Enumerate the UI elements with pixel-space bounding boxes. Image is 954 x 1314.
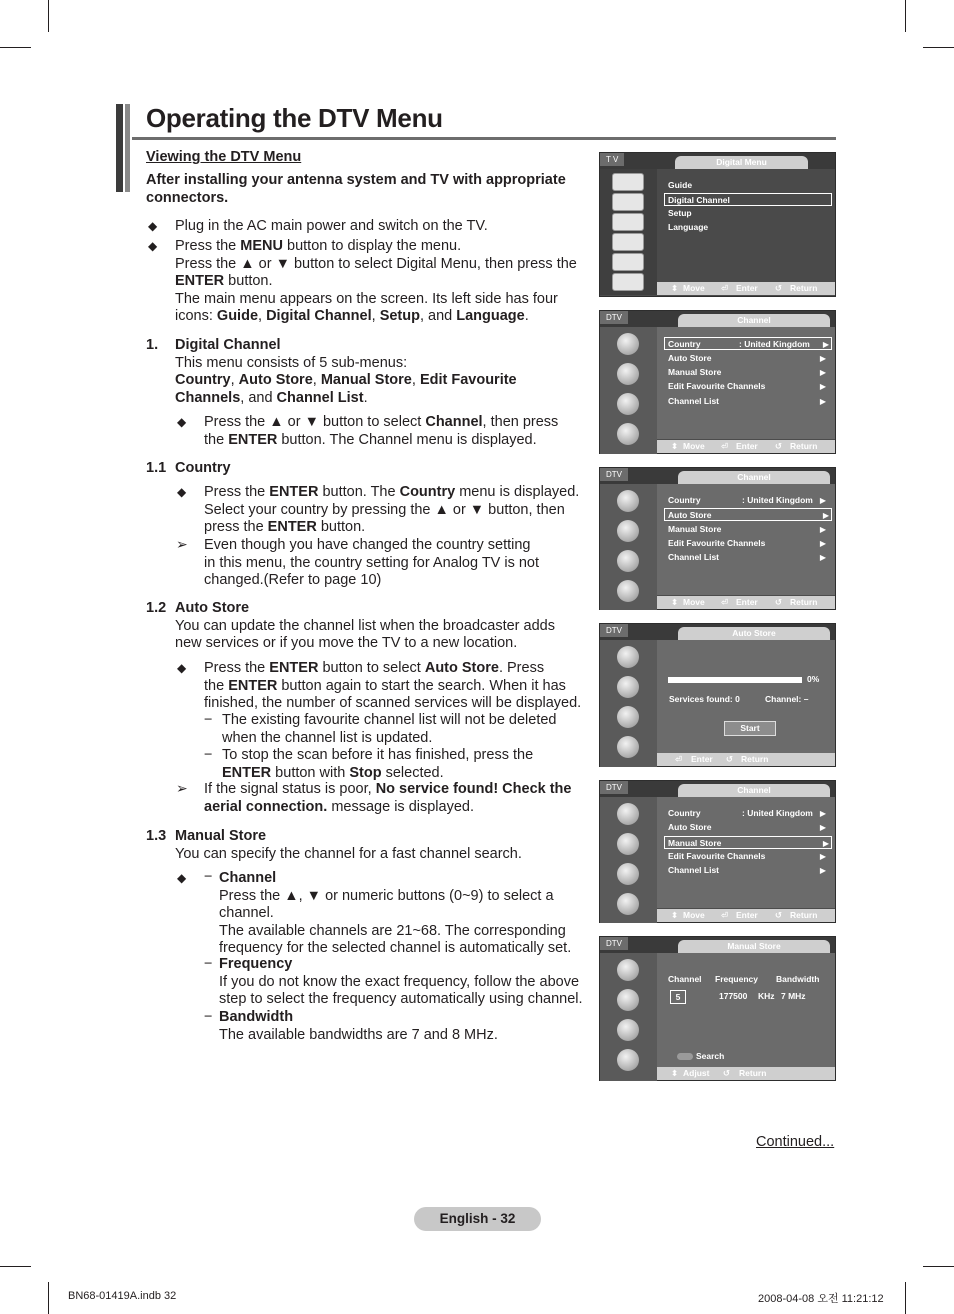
return-icon: ↺	[775, 597, 783, 607]
menu-item-auto-store[interactable]: Auto Store ▶	[668, 822, 826, 832]
nav-footer	[657, 596, 835, 609]
menu-item-country[interactable]: Country : United Kingdom ▶	[668, 495, 826, 505]
source-label: DTV	[600, 937, 628, 950]
progress-percent: 0%	[807, 674, 820, 684]
enter-label: Enter	[736, 597, 758, 607]
move-label: Move	[683, 441, 705, 451]
note-text: If the signal status is poor, No service found! Check the aerial connection. message is displayed.	[204, 781, 572, 815]
footer-timestamp: 2008-04-08 오전 11:21:12	[758, 1293, 884, 1305]
search-label: Search	[696, 1051, 725, 1061]
title-rule	[132, 137, 836, 140]
sound-icon	[617, 989, 639, 1011]
page-number-badge: English - 32	[414, 1207, 541, 1231]
menu-item-digital-channel[interactable]: Digital Channel	[664, 193, 832, 206]
setup-icon	[617, 1019, 639, 1041]
services-found: Services found: 0	[669, 694, 740, 704]
enter-icon: ⏎	[721, 597, 729, 607]
digital-channel-section: Digital Channel This menu consists of 5 sub-menus: Country, Auto Store, Manual Store, Edit Favourite Channels, and Channel List.	[175, 337, 517, 406]
crop-mark	[923, 1266, 954, 1267]
menu-item-manual-store[interactable]: Manual Store ▶	[668, 367, 826, 377]
nav-footer	[657, 909, 835, 922]
menu-item-manual-store[interactable]: Manual Store ▶	[668, 524, 826, 534]
move-icon: ⬍	[671, 283, 679, 293]
return-label: Return	[790, 441, 818, 451]
bullet-text: Press the ENTER button to select Auto Store. Press the ENTER button again to start the search. When it has finished, the number of scanned services will be displayed.	[204, 660, 582, 711]
menu-item-language[interactable]: Language	[668, 222, 709, 232]
return-label: Return	[790, 910, 818, 920]
source-label: T V	[600, 153, 624, 166]
return-icon: ↺	[775, 283, 783, 293]
adjust-icon: ⬍	[671, 1068, 679, 1078]
nav-footer	[657, 282, 835, 295]
setup-icon	[617, 550, 639, 572]
auto-store-section: Auto Store You can update the channel list when the broadcaster adds new services or if you move the TV to a new location.	[175, 600, 555, 651]
bullet-text: Plug in the AC main power and switch on the TV.	[175, 218, 488, 234]
dash: −	[204, 869, 213, 885]
bandwidth-item: Bandwidth The available bandwidths are 7 and 8 MHz.	[219, 1009, 498, 1043]
channel-icon	[617, 580, 639, 602]
bullet-diamond: ◆	[177, 485, 187, 499]
dash: −	[204, 712, 213, 728]
nav-footer	[657, 440, 835, 453]
tv-screen-manual-store	[599, 936, 836, 1081]
start-button[interactable]: Start	[724, 721, 776, 736]
tv-screen-channel-country	[599, 310, 836, 454]
frequency-item: Frequency If you do not know the exact frequency, follow the above step to select the frequency automatically using channel.	[219, 956, 583, 1007]
enter-icon: ⏎	[721, 441, 729, 451]
crop-mark	[48, 0, 49, 32]
footer-file-info: BN68-01419A.indb 32	[68, 1290, 177, 1302]
source-label: DTV	[600, 468, 628, 481]
menu-item-country[interactable]: Country : United Kingdom ▶	[664, 337, 832, 350]
menu-item-channel-list[interactable]: Channel List ▶	[668, 552, 826, 562]
manual-store-section: Manual Store You can specify the channel for a fast channel search.	[175, 828, 522, 862]
picture-icon	[617, 646, 639, 668]
bullet-diamond: ◆	[177, 871, 187, 885]
menu-tab: Digital Menu	[675, 156, 808, 169]
input-icon	[612, 253, 644, 271]
crop-mark	[923, 47, 954, 48]
enter-label: Enter	[736, 910, 758, 920]
section-number: 1.2	[146, 600, 167, 616]
return-icon: ↺	[726, 754, 734, 764]
note-text: Even though you have changed the country setting in this menu, the country setting for Analog TV is not changed.(Refer to page 10)	[204, 537, 540, 588]
bullet-diamond: ◆	[177, 661, 187, 675]
setup-icon	[617, 393, 639, 415]
channel-icon	[617, 423, 639, 445]
country-heading: Country	[175, 460, 231, 476]
move-icon: ⬍	[671, 910, 679, 920]
menu-item-setup[interactable]: Setup	[668, 208, 692, 218]
menu-item-edit-favourite[interactable]: Edit Favourite Channels ▶	[668, 381, 826, 391]
enter-label: Enter	[736, 283, 758, 293]
channel-icon	[617, 893, 639, 915]
continued-link: Continued...	[756, 1134, 835, 1150]
enter-icon: ⏎	[721, 283, 729, 293]
source-label: DTV	[600, 311, 628, 324]
frequency-value: 177500	[719, 991, 748, 1001]
channel-item: Channel Press the ▲, ▼ or numeric buttons (0~9) to select a channel. The available channels are 21~68. The corresponding frequency for the selected channel is automatically set.	[219, 870, 572, 956]
return-icon: ↺	[775, 441, 783, 451]
menu-item-channel-list[interactable]: Channel List ▶	[668, 865, 826, 875]
menu-item-country[interactable]: Country : United Kingdom ▶	[668, 808, 826, 818]
menu-tab: Channel	[678, 784, 830, 797]
column-channel: Channel	[668, 974, 702, 984]
dash: −	[204, 956, 213, 972]
title-accent-bar	[116, 104, 132, 192]
enter-icon: ⏎	[721, 910, 729, 920]
section-number: 1.1	[146, 460, 167, 476]
return-label: Return	[790, 283, 818, 293]
sound-icon	[617, 833, 639, 855]
menu-item-edit-favourite[interactable]: Edit Favourite Channels ▶	[668, 851, 826, 861]
section-number: 1.3	[146, 828, 167, 844]
picture-icon	[617, 490, 639, 512]
note-arrow-icon: ➢	[176, 780, 188, 796]
enter-icon: ⏎	[675, 754, 683, 764]
intro-text: After installing your antenna system and TV with appropriate connectors.	[146, 172, 566, 206]
column-bandwidth: Bandwidth	[776, 974, 820, 984]
bandwidth-value: 7 MHz	[781, 991, 806, 1001]
column-frequency: Frequency	[715, 974, 758, 984]
enter-label: Enter	[736, 441, 758, 451]
progress-bar	[668, 677, 802, 683]
move-label: Move	[683, 283, 705, 293]
sound-icon	[617, 676, 639, 698]
setup-icon	[617, 706, 639, 728]
channel-icon	[617, 1049, 639, 1071]
tv-screen-channel-auto-store	[599, 467, 836, 610]
enter-label: Enter	[691, 754, 713, 764]
dash-text: To stop the scan before it has finished, press the ENTER button with Stop selected.	[222, 747, 534, 781]
sound-icon	[617, 520, 639, 542]
menu-item-auto-store[interactable]: Auto Store ▶	[668, 353, 826, 363]
note-arrow-icon: ➢	[176, 536, 188, 552]
digital-menu-icon	[612, 273, 644, 291]
move-label: Move	[683, 597, 705, 607]
source-label: DTV	[600, 781, 628, 794]
tv-screen-auto-store	[599, 623, 836, 767]
return-label: Return	[739, 1068, 767, 1078]
crop-mark	[48, 1282, 49, 1314]
crop-mark	[905, 0, 906, 32]
tv-screen-digital-menu	[599, 152, 836, 297]
picture-icon	[612, 173, 644, 191]
nav-footer	[657, 753, 835, 766]
picture-icon	[617, 959, 639, 981]
return-label: Return	[790, 597, 818, 607]
return-icon: ↺	[775, 910, 783, 920]
channel-icon	[617, 736, 639, 758]
return-label: Return	[741, 754, 769, 764]
adjust-label: Adjust	[683, 1068, 710, 1078]
source-label: DTV	[600, 624, 628, 637]
channel-status: Channel: –	[765, 694, 809, 704]
bullet-text: Press the ENTER button. The Country menu is displayed. Select your country by pressing the ▲ or ▼ button, then press the ENTER button.	[204, 484, 580, 535]
frequency-unit: KHz	[758, 991, 775, 1001]
bullet-text: Press the ▲ or ▼ button to select Channel, then press the ENTER button. The Channel menu is displayed.	[204, 414, 559, 448]
nav-footer	[657, 1067, 835, 1080]
channel-icon	[612, 213, 644, 231]
menu-tab: Channel	[678, 314, 830, 327]
menu-item-guide[interactable]: Guide	[668, 180, 693, 190]
crop-mark	[905, 1282, 906, 1314]
section-number: 1.	[146, 337, 159, 353]
menu-tab: Channel	[678, 471, 830, 484]
search-button-icon[interactable]	[677, 1053, 693, 1060]
bullet-diamond: ◆	[177, 415, 187, 429]
menu-item-edit-favourite[interactable]: Edit Favourite Channels ▶	[668, 538, 826, 548]
setup-icon	[617, 863, 639, 885]
tv-screen-channel-manual-store	[599, 780, 836, 923]
menu-item-channel-list[interactable]: Channel List ▶	[668, 396, 826, 406]
bullet-diamond: ◆	[148, 219, 158, 233]
sound-icon	[617, 363, 639, 385]
move-icon: ⬍	[671, 441, 679, 451]
picture-icon	[617, 803, 639, 825]
bullet-text: Press the MENU button to display the menu. Press the ▲ or ▼ button to select Digital Menu, then press the ENTER button. The main menu appears on the screen. Its left side has four icons: Guide, Digital Channel, Setup, and Language.	[175, 238, 577, 324]
dash: −	[204, 1009, 213, 1025]
section-heading: Viewing the DTV Menu	[146, 149, 302, 165]
menu-tab: Manual Store	[678, 940, 830, 953]
crop-mark	[0, 47, 31, 48]
menu-tab: Auto Store	[678, 627, 830, 640]
return-icon: ↺	[723, 1068, 731, 1078]
channel-value-field[interactable]: 5	[670, 990, 686, 1004]
bullet-diamond: ◆	[148, 239, 158, 253]
dash: −	[204, 747, 213, 763]
dash-text: The existing favourite channel list will not be deleted when the channel list is updated.	[222, 712, 557, 746]
picture-icon	[617, 333, 639, 355]
page-title: Operating the DTV Menu	[146, 103, 443, 133]
move-icon: ⬍	[671, 597, 679, 607]
move-label: Move	[683, 910, 705, 920]
menu-item-auto-store[interactable]: Auto Store ▶	[664, 508, 832, 521]
sound-icon	[612, 193, 644, 211]
crop-mark	[0, 1266, 31, 1267]
setup-icon	[612, 233, 644, 251]
menu-item-manual-store[interactable]: Manual Store ▶	[664, 836, 832, 849]
